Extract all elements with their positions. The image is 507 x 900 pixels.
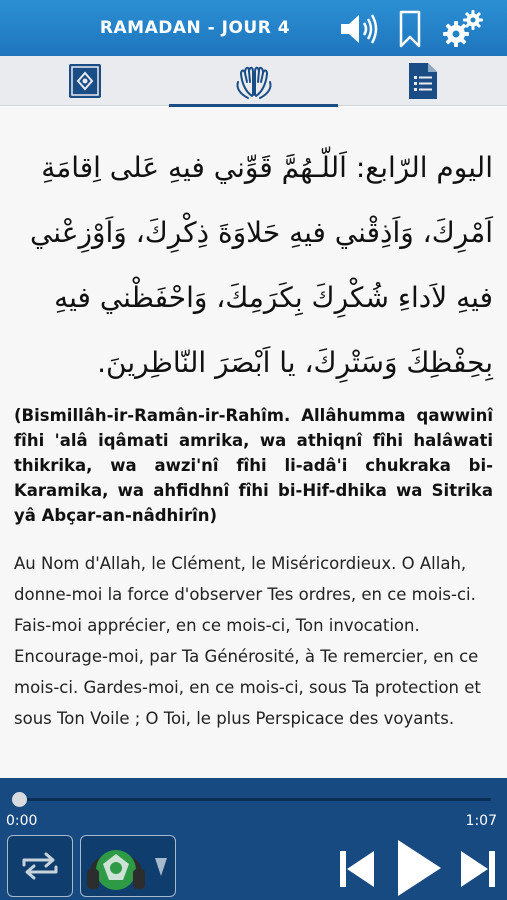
- progress-track[interactable]: [20, 798, 491, 801]
- reciter-select-button[interactable]: [80, 835, 176, 897]
- dua-hands-tab[interactable]: [169, 56, 338, 106]
- reciter-avatar-icon: [85, 839, 147, 895]
- progress-thumb[interactable]: [12, 792, 27, 807]
- tab-bar: [0, 56, 507, 106]
- current-time: 0:00: [6, 813, 38, 829]
- repeat-button[interactable]: [7, 835, 73, 897]
- skip-back-icon[interactable]: [338, 848, 376, 890]
- arabic-dua-text: اليوم الرّابع: اَللّـهُمَّ قَوِّني فيهِ عَلى اِقامَةِ اَمْرِكَ، وَاَذِقْني فيهِ حَلاوَةَ ذِكْرِكَ، وَاَوْزِعْني فيهِ لاَداءِ شُكْرِكَ بِكَرَمِكَ، وَاحْفَظْني فيهِ بِحِفْظِكَ وَسَتْرِكَ، يا اَبْصَرَ النّاظِرينَ.: [29, 151, 493, 379]
- document-tab[interactable]: [338, 56, 507, 106]
- dropdown-triangle-icon: [153, 856, 169, 878]
- praying-hands-icon: [232, 62, 276, 100]
- settings-gears-icon[interactable]: [442, 8, 484, 48]
- audio-player: [0, 778, 507, 900]
- transliteration-text: (Bismillâh-ir-Ramân-ir-Rahîm. Allâhumma qawwinî fîhi 'alâ iqâmati amrika, wa athiqnî fîhi halâwati thikrika, wa awzi'nî fîhi li-adâ'i chukraka bi-Karamika, wa ahfidhnî fîhi bi-Hif-dhika wa Sitrika yâ Abçar-an-nâdhirîn): [14, 406, 493, 525]
- prayer-content: [0, 107, 507, 778]
- skip-forward-icon[interactable]: [459, 848, 497, 890]
- duration-time: 1:07: [465, 813, 497, 829]
- quran-book-tab[interactable]: [0, 56, 169, 106]
- play-icon[interactable]: [395, 838, 443, 898]
- speaker-icon[interactable]: [338, 12, 380, 46]
- document-list-icon: [406, 61, 440, 101]
- french-translation-text: Au Nom d'Allah, le Clément, le Miséricordieux. O Allah, donne-moi la force d'observer Tes ordres, en ce mois-ci. Fais-moi apprécier, en ce mois-ci, Ton invocation. Encourage-moi, par Ta Générosité, à Te remercier, en ce mois-ci. Gardes-moi, en ce mois-ci, sous Ta protection et sous Ton Voile ; O Toi, le plus Perspicace des voyants.: [14, 554, 481, 728]
- quran-book-icon: [67, 62, 103, 100]
- bookmark-icon[interactable]: [398, 10, 422, 50]
- repeat-icon: [18, 851, 62, 881]
- page-title: RAMADAN - JOUR 4: [99, 18, 291, 38]
- top-header: [0, 0, 507, 56]
